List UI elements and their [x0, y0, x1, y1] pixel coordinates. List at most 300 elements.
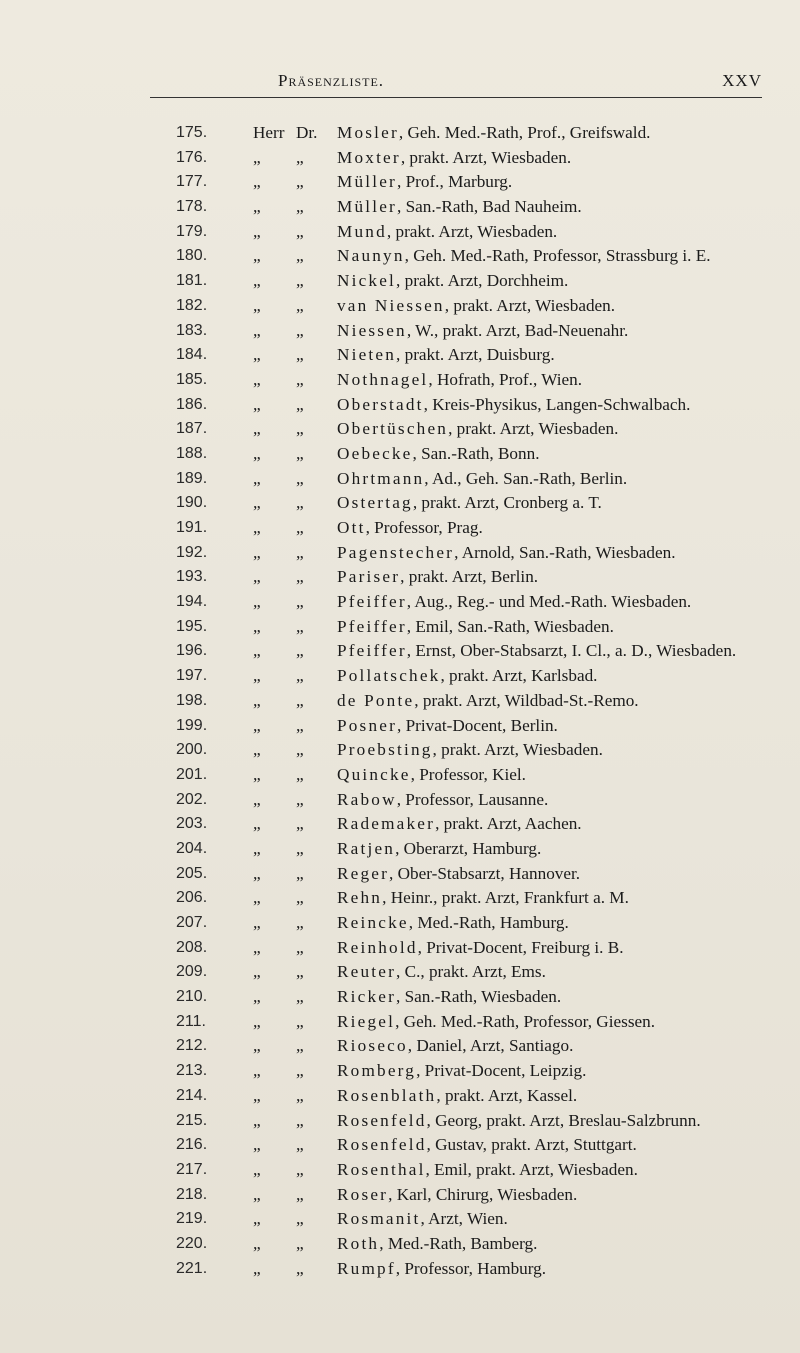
entry-details: , Privat-Docent, Leipzig. — [416, 1061, 587, 1081]
entry-number: 206. — [176, 889, 208, 907]
entry-degree: „ — [296, 518, 304, 537]
entry-degree: „ — [296, 493, 304, 513]
entry-details: , Aug., Reg.- und Med.-Rath. Wiesbaden. — [406, 592, 692, 612]
list-item — [0, 1232, 800, 1257]
list-item — [0, 985, 800, 1010]
entry-name: Rioseco — [337, 1036, 408, 1056]
entry-title: „ — [253, 369, 261, 389]
entry-number: 207. — [176, 914, 208, 931]
entry-degree: „ — [296, 320, 304, 340]
entry-name: Rumpf — [337, 1258, 396, 1278]
entry-details: , Professor, Prag. — [365, 518, 483, 537]
entry-title: „ — [253, 1209, 261, 1229]
entry-name: Rosenthal — [337, 1159, 426, 1179]
entry-number: 209. — [176, 963, 208, 981]
entry-number: 215. — [176, 1111, 208, 1129]
list-item — [0, 911, 800, 936]
list-item — [0, 1034, 800, 1059]
entry-text — [337, 393, 690, 418]
entry-name: Reuter — [337, 962, 397, 982]
entry-details: , Med.-Rath, Hamburg. — [408, 913, 569, 932]
page-number: XXV — [722, 71, 762, 90]
entry-details: , prakt. Arzt, Karlsbad. — [440, 666, 598, 686]
entry-title: „ — [253, 468, 261, 488]
entry-title: „ — [253, 616, 261, 636]
entry-degree: „ — [296, 468, 304, 488]
entry-number: 220. — [176, 1234, 208, 1252]
list-item — [0, 541, 800, 566]
entry-text — [337, 714, 558, 739]
entry-degree: „ — [296, 1085, 304, 1105]
entry-details: , Ernst, Ober-Stabsarzt, I. Cl., a. D., Wiesbaden. — [406, 641, 737, 661]
entry-name: Romberg — [337, 1061, 417, 1081]
entry-name: Posner — [337, 715, 397, 735]
list-item — [0, 812, 800, 837]
list-item — [0, 565, 800, 590]
entry-degree: „ — [296, 1135, 304, 1155]
entry-degree: „ — [296, 690, 304, 710]
list-item — [0, 491, 800, 516]
entry-number: 201. — [176, 765, 208, 783]
entry-name: Oberstadt — [337, 394, 424, 414]
entry-details: , Geh. Med.-Rath, Professor, Giessen. — [395, 1011, 656, 1031]
entry-title: „ — [253, 1159, 261, 1179]
list-item — [0, 417, 800, 442]
list-item — [0, 1257, 800, 1282]
entry-text — [337, 1034, 573, 1059]
list-item — [0, 714, 800, 739]
entry-title: „ — [253, 197, 261, 217]
entry-title: „ — [253, 295, 261, 315]
list-item — [0, 294, 800, 319]
entry-name: Rabow — [337, 789, 397, 809]
list-item — [0, 442, 800, 467]
entry-number: 217. — [176, 1160, 208, 1178]
entry-title: „ — [253, 345, 261, 365]
entry-number: 199. — [176, 716, 208, 734]
entry-title: „ — [253, 1011, 261, 1031]
entry-degree: „ — [296, 1184, 304, 1204]
entry-number: 204. — [176, 839, 208, 857]
entry-number: 218. — [176, 1185, 208, 1203]
entry-name: Pollatschek — [337, 666, 441, 686]
entry-number: 189. — [176, 469, 208, 487]
entry-name: Pfeiffer — [337, 592, 407, 612]
entry-name: Rosenfeld — [337, 1135, 427, 1155]
entry-degree: „ — [296, 172, 304, 192]
entry-text — [337, 738, 603, 763]
entry-number: 211. — [176, 1012, 206, 1030]
entry-title: „ — [253, 1258, 261, 1278]
entry-name: Rehn — [337, 888, 383, 908]
entry-details: , prakt. Arzt, Wiesbaden. — [432, 740, 603, 760]
entry-title: Herr — [253, 123, 285, 142]
entry-text — [337, 1059, 586, 1084]
list-item — [0, 319, 800, 344]
entry-degree: „ — [296, 1159, 304, 1179]
list-item — [0, 368, 800, 393]
list-item — [0, 1010, 800, 1035]
entry-text — [337, 590, 691, 615]
entry-number: 198. — [176, 691, 208, 709]
entry-name: Müller — [337, 197, 397, 217]
entry-text — [337, 1183, 577, 1208]
entry-text — [337, 886, 629, 911]
header-rule — [150, 97, 762, 98]
entry-details: , Georg, prakt. Arzt, Breslau-Salzbrunn. — [426, 1110, 701, 1130]
list-item — [0, 886, 800, 911]
entry-number: 192. — [176, 543, 208, 561]
entry-number: 180. — [176, 247, 208, 265]
entry-details: , prakt. Arzt, Duisburg. — [396, 345, 555, 365]
entry-name: van Niessen — [337, 295, 445, 315]
list-item — [0, 664, 800, 689]
entry-details: , Emil, San.-Rath, Wiesbaden. — [406, 616, 614, 636]
entry-text — [337, 417, 618, 442]
entry-title: „ — [253, 690, 261, 710]
list-item — [0, 689, 800, 714]
entry-text — [337, 985, 561, 1010]
entry-text — [337, 1010, 655, 1035]
entry-degree: „ — [296, 567, 304, 587]
attendee-list — [0, 121, 800, 1281]
entry-name: Rademaker — [337, 814, 436, 834]
entry-text — [337, 491, 602, 516]
entry-name: Ott — [337, 518, 366, 537]
entry-text — [337, 269, 568, 294]
entry-title: „ — [253, 789, 261, 809]
entry-degree: „ — [296, 1209, 304, 1229]
entry-title: „ — [253, 715, 261, 735]
entry-name: Pfeiffer — [337, 616, 407, 636]
entry-number: 197. — [176, 667, 208, 685]
entry-number: 213. — [176, 1062, 208, 1080]
entry-degree: „ — [296, 197, 304, 217]
entry-number: 214. — [176, 1086, 208, 1104]
list-item — [0, 467, 800, 492]
entry-number: 175. — [176, 124, 208, 141]
entry-text — [337, 689, 639, 714]
entry-number: 177. — [176, 173, 208, 191]
entry-details: , Arzt, Wien. — [420, 1209, 508, 1229]
entry-degree: „ — [296, 962, 304, 982]
entry-number: 191. — [176, 519, 208, 536]
entry-text — [337, 1109, 701, 1134]
entry-title: „ — [253, 271, 261, 291]
entry-text — [337, 565, 538, 590]
list-item — [0, 763, 800, 788]
list-item — [0, 1183, 800, 1208]
entry-degree: „ — [296, 542, 304, 562]
entry-text — [337, 936, 624, 961]
entry-number: 195. — [176, 617, 208, 635]
entry-degree: „ — [296, 394, 304, 414]
list-item — [0, 269, 800, 294]
entry-details: , prakt. Arzt, Wiesbaden. — [386, 221, 558, 241]
entry-title: „ — [253, 1135, 261, 1155]
entry-degree: „ — [296, 666, 304, 686]
entry-details: , prakt. Arzt, Kassel. — [436, 1085, 578, 1105]
entry-name: Rosenfeld — [337, 1110, 427, 1130]
entry-text — [337, 516, 483, 541]
entry-details: , San.-Rath, Wiesbaden. — [396, 987, 562, 1007]
entry-details: , Professor, Kiel. — [410, 764, 526, 784]
entry-title: „ — [253, 1110, 261, 1130]
list-item — [0, 1133, 800, 1158]
entry-degree: „ — [296, 369, 304, 389]
entry-number: 188. — [176, 444, 208, 462]
entry-title: „ — [253, 1085, 261, 1105]
entry-degree: „ — [296, 1061, 304, 1081]
entry-degree: „ — [296, 1110, 304, 1130]
entry-title: „ — [253, 1184, 261, 1204]
entry-name: Naunyn — [337, 246, 405, 266]
entry-details: , prakt. Arzt, Dorchheim. — [396, 271, 569, 291]
entry-title: „ — [253, 493, 261, 513]
entry-number: 212. — [176, 1037, 208, 1055]
list-item — [0, 788, 800, 813]
list-item — [0, 1109, 800, 1134]
entry-details: , W., prakt. Arzt, Bad-Neuenahr. — [406, 320, 629, 340]
entry-number: 205. — [176, 864, 208, 882]
entry-details: , prakt. Arzt, Aachen. — [435, 814, 582, 834]
entry-degree: „ — [296, 295, 304, 315]
list-item — [0, 146, 800, 171]
entry-degree: „ — [296, 271, 304, 291]
entry-name: Ratjen — [337, 838, 396, 858]
list-item — [0, 615, 800, 640]
entry-text — [337, 1207, 508, 1232]
entry-name: Nieten — [337, 345, 397, 365]
entry-details: , prakt. Arzt, Cronberg a. T. — [412, 493, 602, 513]
entry-text — [337, 195, 582, 220]
entry-degree: „ — [296, 443, 304, 463]
entry-text — [337, 146, 571, 171]
entry-details: , Ober-Stabsarzt, Hannover. — [389, 863, 581, 883]
entry-degree: „ — [296, 1258, 304, 1278]
entry-details: , prakt. Arzt, Wiesbaden. — [448, 419, 619, 439]
list-item — [0, 244, 800, 269]
entry-name: Mosler — [337, 123, 399, 142]
entry-number: 193. — [176, 568, 208, 586]
entry-text — [337, 1084, 577, 1109]
entry-number: 181. — [176, 272, 208, 290]
entry-degree: „ — [296, 1233, 304, 1253]
entry-name: Oebecke — [337, 443, 413, 463]
entry-text — [337, 1158, 638, 1183]
entry-details: , Daniel, Arzt, Santiago. — [407, 1036, 574, 1056]
entry-degree: „ — [296, 764, 304, 784]
list-item — [0, 1059, 800, 1084]
entry-degree: „ — [296, 814, 304, 834]
entry-title: „ — [253, 394, 261, 414]
entry-text — [337, 1133, 637, 1158]
entry-number: 216. — [176, 1136, 208, 1154]
entry-name: Ricker — [337, 987, 397, 1007]
list-item — [0, 936, 800, 961]
entry-text — [337, 911, 569, 936]
entry-text — [337, 788, 548, 813]
entry-text — [337, 639, 736, 664]
list-item — [0, 738, 800, 763]
entry-number: 203. — [176, 815, 208, 833]
entry-name: Obertüschen — [337, 419, 449, 439]
entry-details: , Hofrath, Prof., Wien. — [428, 369, 583, 389]
entry-number: 179. — [176, 222, 208, 240]
entry-name: Müller — [337, 172, 397, 192]
entry-number: 208. — [176, 938, 208, 956]
list-item — [0, 195, 800, 220]
entry-text — [337, 615, 614, 640]
entry-degree: „ — [296, 616, 304, 636]
entry-name: Pariser — [337, 567, 401, 587]
entry-degree: „ — [296, 419, 304, 439]
entry-degree: „ — [296, 715, 304, 735]
entry-number: 221. — [176, 1259, 208, 1277]
entry-name: Ostertag — [337, 493, 413, 513]
entry-number: 183. — [176, 321, 208, 339]
entry-number: 186. — [176, 395, 208, 413]
entry-text — [337, 862, 580, 887]
entry-text — [337, 763, 526, 788]
entry-title: „ — [253, 863, 261, 883]
entry-number: 182. — [176, 296, 208, 314]
entry-degree: „ — [296, 838, 304, 858]
list-item — [0, 639, 800, 664]
entry-title: „ — [253, 1061, 261, 1081]
entry-number: 184. — [176, 346, 208, 364]
entry-text — [337, 368, 582, 393]
entry-details: , San.-Rath, Bonn. — [412, 443, 540, 463]
list-item — [0, 1084, 800, 1109]
entry-details: , Geh. Med.-Rath, Professor, Strassburg i. E. — [404, 246, 711, 266]
entry-details: , Professor, Hamburg. — [395, 1258, 547, 1278]
entry-title: „ — [253, 246, 261, 266]
entry-title: „ — [253, 987, 261, 1007]
entry-details: , Oberarzt, Hamburg. — [395, 838, 542, 858]
entry-degree: „ — [296, 913, 304, 932]
entry-number: 219. — [176, 1210, 208, 1228]
entry-degree: „ — [296, 740, 304, 760]
entry-name: Roser — [337, 1184, 389, 1204]
entry-name: Rosenblath — [337, 1085, 437, 1105]
entry-text — [337, 1232, 537, 1257]
entry-name: Niessen — [337, 320, 407, 340]
entry-degree: „ — [296, 246, 304, 266]
entry-title: „ — [253, 320, 261, 340]
entry-name: de Ponte — [337, 690, 415, 710]
entry-name: Nothnagel — [337, 369, 429, 389]
entry-degree: „ — [296, 221, 304, 241]
entry-title: „ — [253, 740, 261, 760]
entry-number: 200. — [176, 741, 208, 759]
entry-text — [337, 121, 650, 146]
entry-text — [337, 343, 555, 368]
entry-name: Reinhold — [337, 937, 418, 957]
entry-name: Roth — [337, 1233, 380, 1253]
entry-title: „ — [253, 147, 261, 167]
entry-title: „ — [253, 592, 261, 612]
entry-number: 176. — [176, 148, 208, 166]
entry-details: , Heinr., prakt. Arzt, Frankfurt a. M. — [382, 888, 629, 908]
entry-title: „ — [253, 443, 261, 463]
page-header — [150, 71, 762, 97]
entry-degree: „ — [296, 789, 304, 809]
entry-details: , Privat-Docent, Freiburg i. B. — [417, 937, 624, 957]
entry-details: , Arnold, San.-Rath, Wiesbaden. — [454, 542, 676, 562]
list-item — [0, 837, 800, 862]
entry-name: Mund — [337, 221, 387, 241]
entry-title: „ — [253, 764, 261, 784]
entry-text — [337, 319, 628, 344]
entry-text — [337, 442, 540, 467]
entry-number: 190. — [176, 494, 208, 512]
running-title: Präsenzliste. — [278, 71, 385, 90]
entry-name: Reincke — [337, 913, 409, 932]
entry-number: 187. — [176, 420, 208, 438]
entry-title: „ — [253, 888, 261, 908]
entry-title: „ — [253, 1036, 261, 1056]
entry-name: Riegel — [337, 1011, 396, 1031]
entry-title: „ — [253, 937, 261, 957]
entry-title: „ — [253, 838, 261, 858]
entry-degree: Dr. — [296, 123, 318, 142]
entry-details: , prakt. Arzt, Wildbad-St.-Remo. — [414, 690, 639, 710]
entry-degree: „ — [296, 1036, 304, 1056]
entry-text — [337, 541, 676, 566]
entry-number: 210. — [176, 988, 208, 1006]
entry-details: , prakt. Arzt, Berlin. — [400, 567, 539, 587]
entry-title: „ — [253, 221, 261, 241]
entry-title: „ — [253, 913, 261, 932]
entry-name: Quincke — [337, 764, 411, 784]
entry-title: „ — [253, 518, 261, 537]
list-item — [0, 516, 800, 541]
list-item — [0, 862, 800, 887]
entry-name: Pagenstecher — [337, 542, 455, 562]
entry-title: „ — [253, 814, 261, 834]
entry-degree: „ — [296, 592, 304, 612]
entry-name: Rosmanit — [337, 1209, 421, 1229]
entry-name: Proebsting — [337, 740, 433, 760]
entry-details: , prakt. Arzt, Wiesbaden. — [400, 147, 572, 167]
entry-degree: „ — [296, 987, 304, 1007]
entry-details: , Kreis-Physikus, Langen-Schwalbach. — [423, 394, 691, 414]
entry-text — [337, 294, 615, 319]
entry-details: , C., prakt. Arzt, Ems. — [396, 962, 546, 982]
entry-text — [337, 220, 557, 245]
entry-text — [337, 467, 627, 492]
list-item — [0, 220, 800, 245]
entry-name: Nickel — [337, 271, 397, 291]
entry-number: 185. — [176, 370, 208, 388]
entry-number: 178. — [176, 198, 208, 216]
entry-text — [337, 170, 512, 195]
entry-details: , Ad., Geh. San.-Rath, Berlin. — [424, 468, 628, 488]
entry-title: „ — [253, 641, 261, 661]
list-item — [0, 121, 800, 146]
list-item — [0, 960, 800, 985]
entry-number: 194. — [176, 593, 208, 611]
entry-title: „ — [253, 172, 261, 192]
entry-title: „ — [253, 419, 261, 439]
entry-details: , Karl, Chirurg, Wiesbaden. — [388, 1184, 578, 1204]
entry-title: „ — [253, 666, 261, 686]
entry-degree: „ — [296, 937, 304, 957]
list-item — [0, 343, 800, 368]
list-item — [0, 590, 800, 615]
entry-details: , Prof., Marburg. — [396, 172, 513, 192]
